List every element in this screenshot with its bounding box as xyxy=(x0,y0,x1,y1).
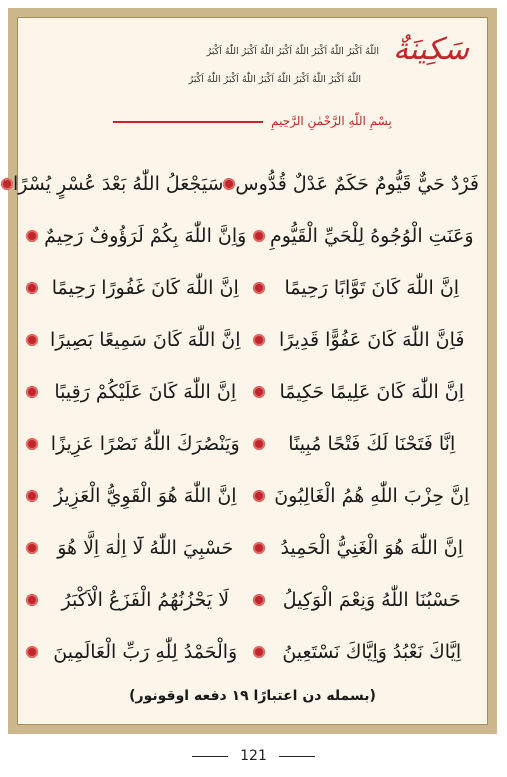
verse-segment: اِيَّاكَ نَعْبُدُ وَاِيَّاكَ نَسْتَعِينُ xyxy=(282,641,462,663)
basmala-text: بِسْمِ اللّٰهِ الرَّحْمٰنِ الرَّحِيمِ xyxy=(271,114,392,128)
verse-separator-icon xyxy=(26,230,38,242)
verse-line xyxy=(26,574,479,626)
verse-separator-icon xyxy=(26,438,38,450)
page-number-area xyxy=(0,748,507,764)
verse-line xyxy=(26,418,479,470)
verse-separator-icon xyxy=(26,594,38,606)
verse-segment: وَاِنَّ اللّٰهَ بِكُمْ لَرَؤُوفٌ رَحِيمٌ xyxy=(44,225,247,247)
verse-line xyxy=(26,314,479,366)
verse-line xyxy=(26,522,479,574)
verse-separator-icon xyxy=(26,646,38,658)
verse-separator-icon xyxy=(1,178,13,190)
takbir-line-2: اللّٰهُ اَكْبَرُ اللّٰهُ اَكْبَرُ اللّٰهُ اَكْبَرُ اللّٰهُ اَكْبَرُ اللّٰهُ اَكْبَرُ xyxy=(188,74,361,85)
verse-line xyxy=(26,366,479,418)
basmala-flourish xyxy=(113,121,263,123)
verse-separator-icon xyxy=(26,282,38,294)
verse-separator-icon xyxy=(253,282,265,294)
verse-segment: اِنَّ اللّٰهَ كَانَ غَفُورًا رَحِيمًا xyxy=(51,277,239,299)
page-frame xyxy=(8,8,497,734)
verse-segment: حَسْبِيَ اللّٰهُ لَٓا اِلٰهَ اِلَّا هُوَ xyxy=(57,537,234,559)
ornament-left xyxy=(192,756,228,757)
verse-separator-icon xyxy=(253,542,265,554)
verse-segment: وَالْحَمْدُ لِلّٰهِ رَبِّ الْعَالَمِينَ xyxy=(53,641,238,663)
verse-line xyxy=(26,262,479,314)
verse-segment: اِنَّ اللّٰهَ كَانَ تَوَّابًا رَحِيمًا xyxy=(284,277,460,299)
verse-segment: فَرْدٌ حَيٌّ قَيُّومٌ حَكَمٌ عَدْلٌ قُدُّوس xyxy=(235,173,479,195)
text-panel xyxy=(13,17,488,725)
verse-segment: وَعَنَتِ الْوُجُوهُ لِلْحَيِّ الْقَيُّومِ xyxy=(269,225,474,247)
verse-separator-icon xyxy=(26,334,38,346)
verse-separator-icon xyxy=(253,438,265,450)
verse-line xyxy=(26,210,479,262)
verse-separator-icon xyxy=(26,490,38,502)
verse-separator-icon xyxy=(26,386,38,398)
verse-separator-icon xyxy=(223,178,235,190)
verse-separator-icon xyxy=(253,646,265,658)
verse-segment: اِنَّ اللّٰهَ كَانَ عَلِيمًا حَكِيمًا xyxy=(279,381,465,403)
verse-segment: اِنَّا فَتَحْنَا لَكَ فَتْحًا مُبِينًا xyxy=(288,433,456,455)
verse-segment: اِنَّ اللّٰهَ كَانَ عَلَيْكُمْ رَقِيبًا xyxy=(54,381,237,403)
verse-segment: اِنَّ اللّٰهَ هُوَ الْقَوِيُّ الْعَزِيزُ xyxy=(53,485,237,507)
verse-lines xyxy=(13,158,479,678)
footer-note: (بسمله دن اعتبارًا ١٩ دفعه اوقونور) xyxy=(129,688,376,704)
verse-separator-icon xyxy=(253,386,265,398)
verse-segment: سَيَجْعَلُ اللّٰهُ بَعْدَ عُسْرٍ يُسْرًا xyxy=(13,173,224,195)
takbir-line-1: اللّٰهُ اَكْبَرُ اللّٰهُ اَكْبَرُ اللّٰهُ اَكْبَرُ اللّٰهُ اَكْبَرُ اللّٰهُ اَكْبَرُ xyxy=(206,46,379,57)
verse-separator-icon xyxy=(253,334,265,346)
verse-separator-icon xyxy=(253,594,265,606)
page-number: 121 xyxy=(240,748,267,764)
basmala xyxy=(18,114,487,128)
verse-separator-icon xyxy=(253,490,265,502)
verse-line xyxy=(13,158,479,210)
page-title: سَكِينَةٌ xyxy=(393,32,469,67)
verse-segment: وَيَنْصُرَكَ اللّٰهُ نَصْرًا عَزِيزًا xyxy=(50,433,240,455)
verse-segment: اِنَّ اللّٰهَ هُوَ الْغَنِيُّ الْحَمِيدُ xyxy=(280,537,464,559)
verse-segment: اِنَّ حِزْبَ اللّٰهِ هُمُ الْغَالِبُونَ xyxy=(274,485,470,507)
verse-line xyxy=(26,626,479,678)
header xyxy=(18,18,487,148)
verse-segment: حَسْبُنَا اللّٰهُ وَنِعْمَ الْوَكِيلُ xyxy=(282,589,461,611)
verse-segment: اِنَّ اللّٰهَ كَانَ سَمِيعًا بَصِيرًا xyxy=(49,329,241,351)
verse-separator-icon xyxy=(26,542,38,554)
verse-segment: لَا يَحْزُنُهُمُ الْفَزَعُ الْاَكْبَرُ xyxy=(61,589,230,611)
verse-line xyxy=(26,470,479,522)
verse-separator-icon xyxy=(253,230,265,242)
verse-segment: فَاِنَّ اللّٰهَ كَانَ عَفُوًّا قَدِيرًا xyxy=(279,329,465,351)
ornament-right xyxy=(279,756,315,757)
